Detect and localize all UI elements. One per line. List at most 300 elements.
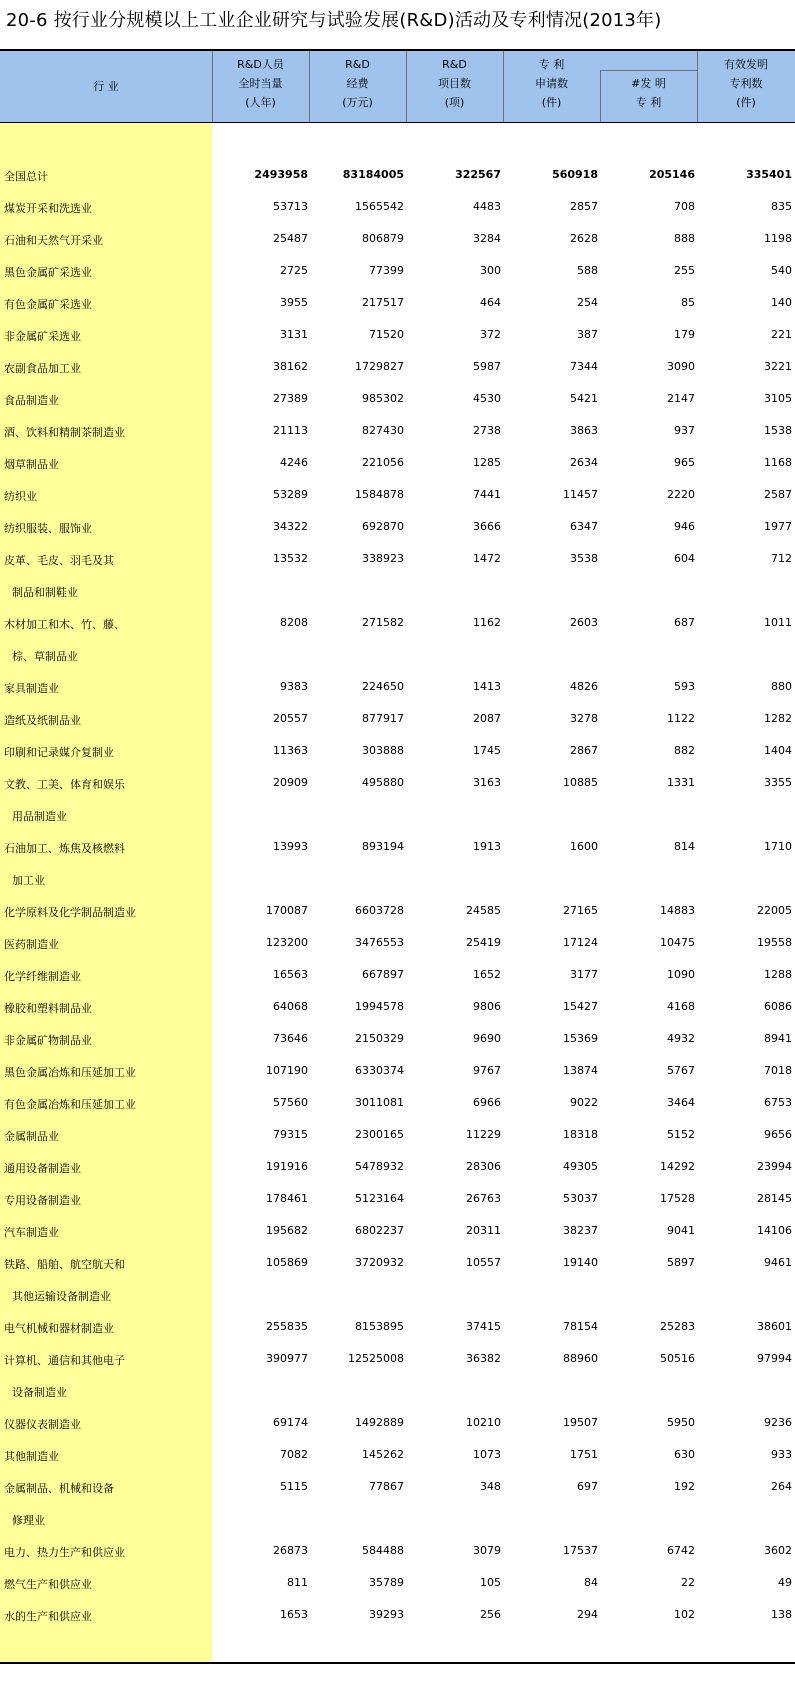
valid-value: 97994 (757, 1352, 792, 1365)
personnel-value: 13993 (273, 840, 308, 853)
expenditure-value: 495880 (362, 776, 404, 789)
invention-value: 10475 (660, 936, 695, 949)
invention-value: 888 (674, 232, 695, 245)
invention-value: 708 (674, 200, 695, 213)
invention-value: 25283 (660, 1320, 695, 1333)
expenditure-value: 877917 (362, 712, 404, 725)
personnel-value: 3955 (280, 296, 308, 309)
table-row (0, 1408, 795, 1440)
personnel-value: 170087 (266, 904, 308, 917)
expenditure-value: 667897 (362, 968, 404, 981)
valid-value: 335401 (746, 168, 792, 181)
industry-name: 其他制造业 (4, 1450, 59, 1463)
valid-value: 138 (771, 1608, 792, 1621)
expenditure-value: 3476553 (355, 936, 404, 949)
projects-value: 1073 (473, 1448, 501, 1461)
table-row (0, 1568, 795, 1600)
header-expenditure-line2: 经费 (346, 77, 369, 90)
projects-value: 300 (480, 264, 501, 277)
personnel-value: 79315 (273, 1128, 308, 1141)
invention-value: 965 (674, 456, 695, 469)
expenditure-value: 35789 (369, 1576, 404, 1589)
table-row-continuation (0, 576, 795, 608)
projects-value: 1162 (473, 616, 501, 629)
applications-value: 588 (577, 264, 598, 277)
header-invention (600, 74, 697, 112)
personnel-value: 27389 (273, 392, 308, 405)
invention-value: 22 (681, 1576, 695, 1589)
expenditure-value: 827430 (362, 424, 404, 437)
projects-value: 6966 (473, 1096, 501, 1109)
header-personnel-line1: R&D人员 (237, 58, 284, 71)
projects-value: 3284 (473, 232, 501, 245)
expenditure-value: 77867 (369, 1480, 404, 1493)
table-row (0, 256, 795, 288)
personnel-value: 13532 (273, 552, 308, 565)
industry-name: 修理业 (12, 1514, 45, 1527)
personnel-value: 5115 (280, 1480, 308, 1493)
invention-value: 3464 (667, 1096, 695, 1109)
personnel-value: 255835 (266, 1320, 308, 1333)
valid-value: 880 (771, 680, 792, 693)
invention-value: 882 (674, 744, 695, 757)
table-row-continuation (0, 800, 795, 832)
industry-name: 橡胶和塑料制品业 (4, 1002, 92, 1015)
projects-value: 28306 (466, 1160, 501, 1173)
projects-value: 26763 (466, 1192, 501, 1205)
industry-name: 棕、草制品业 (12, 650, 78, 663)
invention-value: 102 (674, 1608, 695, 1621)
table-row (0, 736, 795, 768)
valid-value: 7018 (764, 1064, 792, 1077)
industry-name: 用品制造业 (12, 810, 67, 823)
industry-name: 纺织服装、服饰业 (4, 522, 92, 535)
industry-name: 石油和天然气开采业 (4, 234, 103, 247)
applications-value: 2867 (570, 744, 598, 757)
personnel-value: 811 (287, 1576, 308, 1589)
personnel-value: 21113 (273, 424, 308, 437)
expenditure-value: 77399 (369, 264, 404, 277)
table-row (0, 608, 795, 640)
applications-value: 5421 (570, 392, 598, 405)
table-row (0, 896, 795, 928)
projects-value: 4483 (473, 200, 501, 213)
valid-value: 14106 (757, 1224, 792, 1237)
applications-value: 1600 (570, 840, 598, 853)
personnel-value: 20557 (273, 712, 308, 725)
valid-value: 1168 (764, 456, 792, 469)
valid-value: 221 (771, 328, 792, 341)
personnel-value: 64068 (273, 1000, 308, 1013)
valid-value: 933 (771, 1448, 792, 1461)
valid-value: 712 (771, 552, 792, 565)
industry-name: 金属制品业 (4, 1130, 59, 1143)
header-projects (406, 55, 503, 112)
projects-value: 256 (480, 1608, 501, 1621)
projects-value: 464 (480, 296, 501, 309)
applications-value: 88960 (563, 1352, 598, 1365)
applications-value: 2857 (570, 200, 598, 213)
projects-value: 3666 (473, 520, 501, 533)
personnel-value: 123200 (266, 936, 308, 949)
industry-name: 水的生产和供应业 (4, 1610, 92, 1623)
expenditure-value: 145262 (362, 1448, 404, 1461)
table-row (0, 1216, 795, 1248)
valid-value: 3105 (764, 392, 792, 405)
projects-value: 105 (480, 1576, 501, 1589)
table-row-continuation (0, 864, 795, 896)
personnel-value: 25487 (273, 232, 308, 245)
expenditure-value: 2300165 (355, 1128, 404, 1141)
applications-value: 3177 (570, 968, 598, 981)
header-invention-line2: 专 利 (635, 96, 662, 109)
invention-value: 3090 (667, 360, 695, 373)
header-personnel-unit: (人年) (245, 96, 276, 109)
invention-value: 4168 (667, 1000, 695, 1013)
industry-name: 文教、工美、体育和娱乐 (4, 778, 125, 791)
applications-value: 6347 (570, 520, 598, 533)
projects-value: 1652 (473, 968, 501, 981)
header-projects-line2: 项目数 (438, 77, 471, 90)
industry-name: 全国总计 (4, 170, 48, 183)
expenditure-value: 3011081 (355, 1096, 404, 1109)
invention-value: 14292 (660, 1160, 695, 1173)
valid-value: 6086 (764, 1000, 792, 1013)
invention-value: 192 (674, 1480, 695, 1493)
projects-value: 3163 (473, 776, 501, 789)
industry-name: 电气机械和器材制造业 (4, 1322, 114, 1335)
header-valid-line2: 专利数 (729, 77, 763, 90)
valid-value: 1977 (764, 520, 792, 533)
projects-value: 1413 (473, 680, 501, 693)
expenditure-value: 2150329 (355, 1032, 404, 1045)
projects-value: 1745 (473, 744, 501, 757)
personnel-value: 20909 (273, 776, 308, 789)
projects-value: 2738 (473, 424, 501, 437)
projects-value: 24585 (466, 904, 501, 917)
invention-value: 5152 (667, 1128, 695, 1141)
projects-value: 7441 (473, 488, 501, 501)
table-row (0, 832, 795, 864)
expenditure-value: 6330374 (355, 1064, 404, 1077)
table-row (0, 704, 795, 736)
industry-name: 燃气生产和供应业 (4, 1578, 92, 1591)
personnel-value: 195682 (266, 1224, 308, 1237)
industry-name: 造纸及纸制品业 (4, 714, 81, 727)
expenditure-value: 692870 (362, 520, 404, 533)
valid-value: 1538 (764, 424, 792, 437)
personnel-value: 38162 (273, 360, 308, 373)
personnel-value: 2725 (280, 264, 308, 277)
header-expenditure-unit: (万元) (342, 96, 373, 109)
table-row (0, 1184, 795, 1216)
applications-value: 19140 (563, 1256, 598, 1269)
table-row (0, 288, 795, 320)
personnel-value: 11363 (273, 744, 308, 757)
projects-value: 20311 (466, 1224, 501, 1237)
table-row (0, 1152, 795, 1184)
header-expenditure-line1: R&D (345, 58, 370, 71)
table-row (0, 1088, 795, 1120)
table-row-continuation (0, 1280, 795, 1312)
industry-name: 农副食品加工业 (4, 362, 81, 375)
industry-name: 计算机、通信和其他电子 (4, 1354, 125, 1367)
invention-value: 4932 (667, 1032, 695, 1045)
applications-value: 38237 (563, 1224, 598, 1237)
industry-name: 非金属矿采选业 (4, 330, 81, 343)
applications-value: 78154 (563, 1320, 598, 1333)
invention-value: 630 (674, 1448, 695, 1461)
header-projects-line1: R&D (442, 58, 467, 71)
valid-value: 835 (771, 200, 792, 213)
valid-value: 3221 (764, 360, 792, 373)
table-row (0, 384, 795, 416)
table-row (0, 1344, 795, 1376)
expenditure-value: 985302 (362, 392, 404, 405)
expenditure-value: 12525008 (348, 1352, 404, 1365)
personnel-value: 73646 (273, 1032, 308, 1045)
table-row (0, 448, 795, 480)
invention-value: 937 (674, 424, 695, 437)
industry-name: 仪器仪表制造业 (4, 1418, 81, 1431)
valid-value: 140 (771, 296, 792, 309)
applications-value: 18318 (563, 1128, 598, 1141)
applications-value: 15427 (563, 1000, 598, 1013)
table-row-continuation (0, 640, 795, 672)
expenditure-value: 224650 (362, 680, 404, 693)
expenditure-value: 271582 (362, 616, 404, 629)
table-row (0, 544, 795, 576)
valid-value: 9236 (764, 1416, 792, 1429)
invention-value: 6742 (667, 1544, 695, 1557)
table-row (0, 1248, 795, 1280)
valid-value: 1198 (764, 232, 792, 245)
applications-value: 3278 (570, 712, 598, 725)
industry-name: 铁路、船舶、航空航天和 (4, 1258, 125, 1271)
valid-value: 1710 (764, 840, 792, 853)
table-row (0, 960, 795, 992)
invention-value: 205146 (649, 168, 695, 181)
valid-value: 2587 (764, 488, 792, 501)
invention-value: 946 (674, 520, 695, 533)
header-divider (600, 70, 697, 71)
projects-value: 10210 (466, 1416, 501, 1429)
industry-name: 木材加工和木、竹、藤、 (4, 618, 125, 631)
applications-value: 4826 (570, 680, 598, 693)
projects-value: 37415 (466, 1320, 501, 1333)
valid-value: 28145 (757, 1192, 792, 1205)
table-row (0, 1536, 795, 1568)
valid-value: 3602 (764, 1544, 792, 1557)
table-row-total (0, 160, 795, 192)
expenditure-value: 39293 (369, 1608, 404, 1621)
expenditure-value: 5478932 (355, 1160, 404, 1173)
invention-value: 9041 (667, 1224, 695, 1237)
invention-value: 814 (674, 840, 695, 853)
valid-value: 9461 (764, 1256, 792, 1269)
industry-name: 酒、饮料和精制茶制造业 (4, 426, 125, 439)
expenditure-value: 338923 (362, 552, 404, 565)
projects-value: 9690 (473, 1032, 501, 1045)
expenditure-value: 1729827 (355, 360, 404, 373)
applications-value: 254 (577, 296, 598, 309)
valid-value: 49 (778, 1576, 792, 1589)
invention-value: 5897 (667, 1256, 695, 1269)
invention-value: 85 (681, 296, 695, 309)
applications-value: 15369 (563, 1032, 598, 1045)
personnel-value: 53713 (273, 200, 308, 213)
industry-name: 非金属矿物制品业 (4, 1034, 92, 1047)
applications-value: 3538 (570, 552, 598, 565)
expenditure-value: 71520 (369, 328, 404, 341)
invention-value: 2147 (667, 392, 695, 405)
header-valid-line1: 有效发明 (724, 58, 768, 71)
table-row (0, 1440, 795, 1472)
applications-value: 49305 (563, 1160, 598, 1173)
table-body (0, 160, 795, 1632)
invention-value: 1090 (667, 968, 695, 981)
valid-value: 1011 (764, 616, 792, 629)
industry-name: 医药制造业 (4, 938, 59, 951)
applications-value: 84 (584, 1576, 598, 1589)
invention-value: 50516 (660, 1352, 695, 1365)
personnel-value: 34322 (273, 520, 308, 533)
valid-value: 38601 (757, 1320, 792, 1333)
applications-value: 11457 (563, 488, 598, 501)
industry-name: 食品制造业 (4, 394, 59, 407)
table-row (0, 1600, 795, 1632)
valid-value: 1288 (764, 968, 792, 981)
invention-value: 1122 (667, 712, 695, 725)
personnel-value: 57560 (273, 1096, 308, 1109)
table-row (0, 512, 795, 544)
applications-value: 17537 (563, 1544, 598, 1557)
expenditure-value: 8153895 (355, 1320, 404, 1333)
table-row (0, 416, 795, 448)
industry-name: 烟草制品业 (4, 458, 59, 471)
header-personnel-line2: 全时当量 (238, 77, 283, 90)
applications-value: 9022 (570, 1096, 598, 1109)
valid-value: 1404 (764, 744, 792, 757)
expenditure-value: 6603728 (355, 904, 404, 917)
table-row (0, 1472, 795, 1504)
industry-name: 煤炭开采和洗选业 (4, 202, 92, 215)
industry-name: 化学纤维制造业 (4, 970, 81, 983)
personnel-value: 53289 (273, 488, 308, 501)
industry-name: 纺织业 (4, 490, 37, 503)
header-valid (697, 55, 795, 112)
industry-name: 汽车制造业 (4, 1226, 59, 1239)
personnel-value: 4246 (280, 456, 308, 469)
table-row-continuation (0, 1504, 795, 1536)
invention-value: 179 (674, 328, 695, 341)
table-row (0, 1056, 795, 1088)
expenditure-value: 806879 (362, 232, 404, 245)
expenditure-value: 1994578 (355, 1000, 404, 1013)
applications-value: 17124 (563, 936, 598, 949)
table-row (0, 992, 795, 1024)
projects-value: 3079 (473, 1544, 501, 1557)
valid-value: 1282 (764, 712, 792, 725)
invention-value: 14883 (660, 904, 695, 917)
expenditure-value: 3720932 (355, 1256, 404, 1269)
applications-value: 294 (577, 1608, 598, 1621)
header-patent-group: 专 利 (538, 58, 565, 71)
applications-value: 1751 (570, 1448, 598, 1461)
applications-value: 387 (577, 328, 598, 341)
projects-value: 2087 (473, 712, 501, 725)
expenditure-value: 1584878 (355, 488, 404, 501)
valid-value: 19558 (757, 936, 792, 949)
invention-value: 687 (674, 616, 695, 629)
industry-name: 设备制造业 (12, 1386, 67, 1399)
personnel-value: 178461 (266, 1192, 308, 1205)
invention-value: 593 (674, 680, 695, 693)
industry-name: 石油加工、炼焦及核燃料 (4, 842, 125, 855)
projects-value: 10557 (466, 1256, 501, 1269)
projects-value: 11229 (466, 1128, 501, 1141)
personnel-value: 26873 (273, 1544, 308, 1557)
applications-value: 2628 (570, 232, 598, 245)
table-row (0, 1024, 795, 1056)
invention-value: 5767 (667, 1064, 695, 1077)
applications-value: 7344 (570, 360, 598, 373)
table-row (0, 224, 795, 256)
header-applications-unit: (件) (541, 96, 562, 109)
expenditure-value: 1565542 (355, 200, 404, 213)
projects-value: 1285 (473, 456, 501, 469)
valid-value: 8941 (764, 1032, 792, 1045)
table-row (0, 928, 795, 960)
invention-value: 2220 (667, 488, 695, 501)
table-row (0, 320, 795, 352)
expenditure-value: 5123164 (355, 1192, 404, 1205)
table-row (0, 192, 795, 224)
table-row-continuation (0, 1376, 795, 1408)
expenditure-value: 221056 (362, 456, 404, 469)
industry-name: 有色金属矿采选业 (4, 298, 92, 311)
industry-name: 金属制品、机械和设备 (4, 1482, 114, 1495)
invention-value: 17528 (660, 1192, 695, 1205)
valid-value: 540 (771, 264, 792, 277)
applications-value: 27165 (563, 904, 598, 917)
applications-value: 560918 (552, 168, 598, 181)
expenditure-value: 584488 (362, 1544, 404, 1557)
expenditure-value: 83184005 (342, 168, 404, 181)
personnel-value: 7082 (280, 1448, 308, 1461)
industry-name: 电力、热力生产和供应业 (4, 1546, 125, 1559)
personnel-value: 390977 (266, 1352, 308, 1365)
invention-value: 1331 (667, 776, 695, 789)
personnel-value: 105869 (266, 1256, 308, 1269)
industry-name: 加工业 (12, 874, 45, 887)
valid-value: 23994 (757, 1160, 792, 1173)
table-row (0, 480, 795, 512)
industry-name: 有色金属冶炼和压延加工业 (4, 1098, 136, 1111)
valid-value: 22005 (757, 904, 792, 917)
industry-name: 印刷和记录媒介复制业 (4, 746, 114, 759)
header-expenditure (309, 55, 406, 112)
industry-name: 其他运输设备制造业 (12, 1290, 111, 1303)
expenditure-value: 1492889 (355, 1416, 404, 1429)
header-applications (503, 74, 600, 112)
personnel-value: 69174 (273, 1416, 308, 1429)
personnel-value: 3131 (280, 328, 308, 341)
expenditure-value: 303888 (362, 744, 404, 757)
applications-value: 53037 (563, 1192, 598, 1205)
bottom-rule (0, 1662, 795, 1664)
projects-value: 4530 (473, 392, 501, 405)
